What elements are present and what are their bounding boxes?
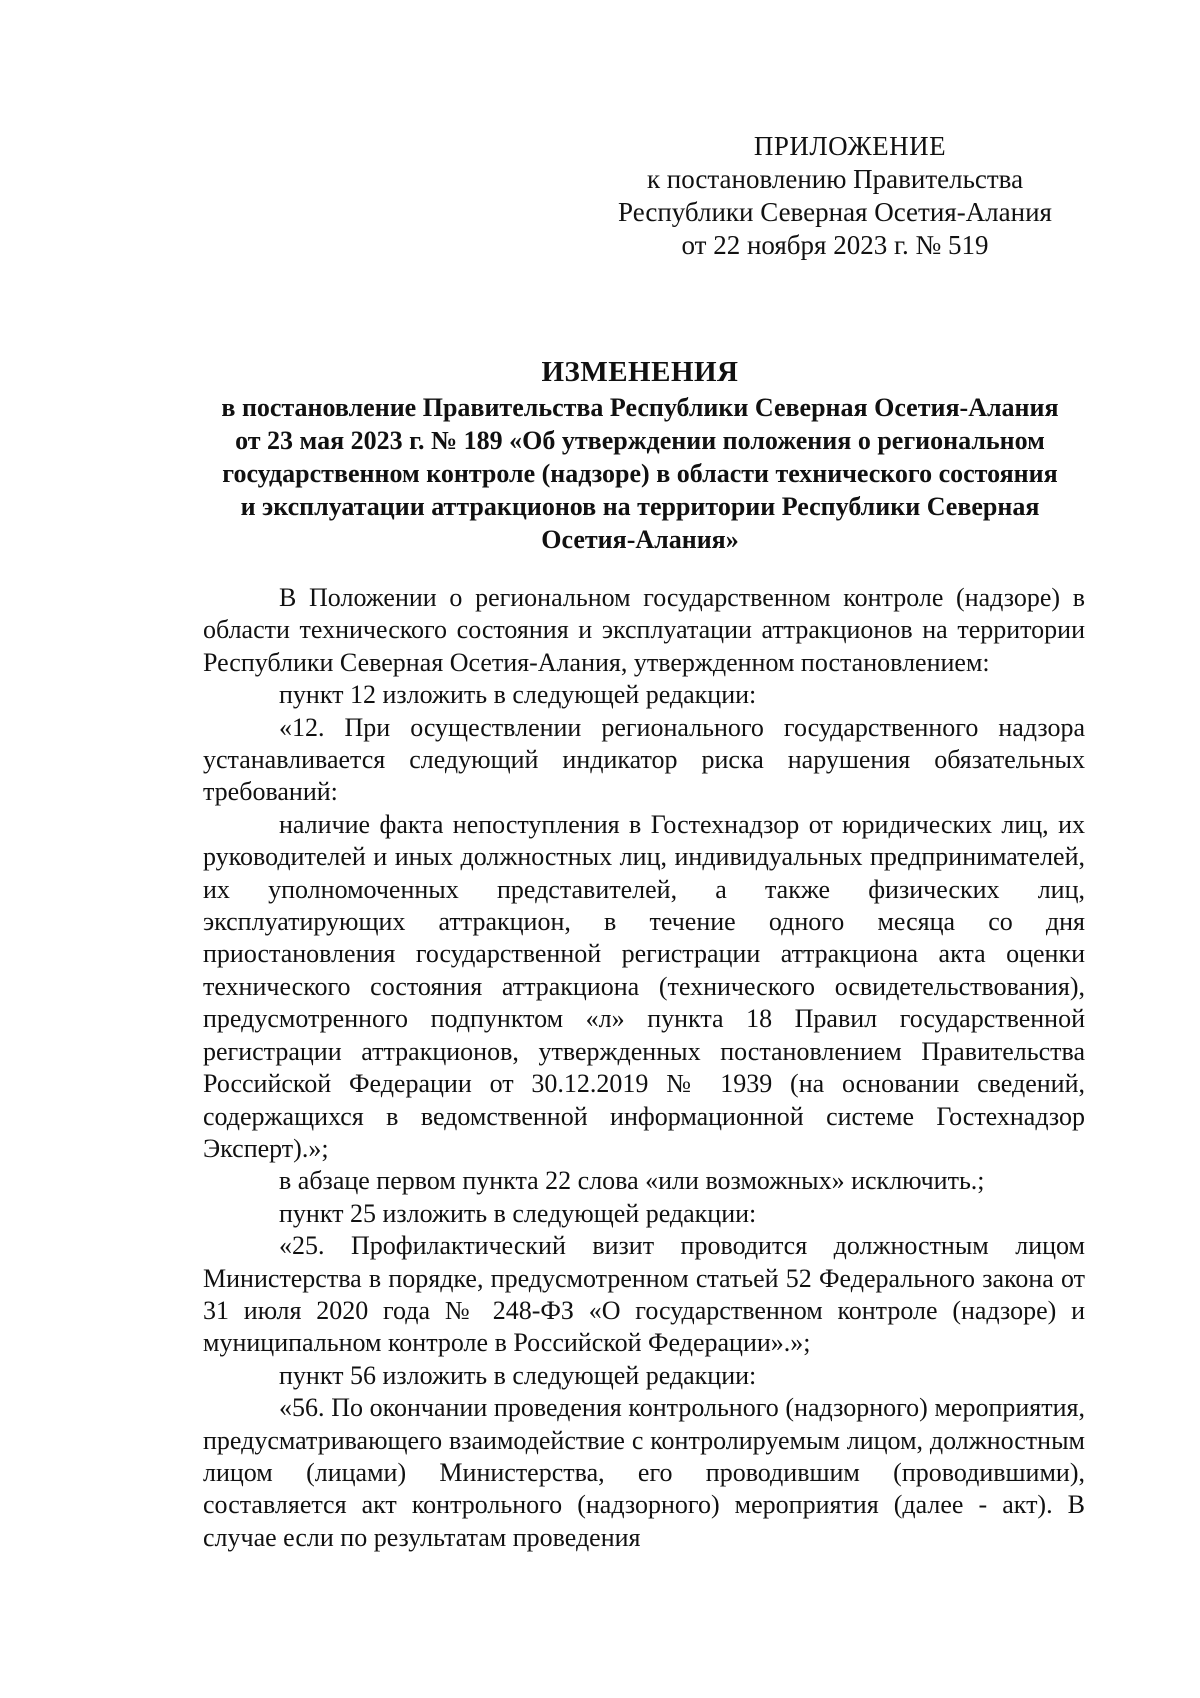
appendix-line: к постановлению Правительства [646,164,1024,194]
document-body [203,582,1085,1554]
title-line: в постановление Правительства Республики Северная Осетия-Алания [221,393,1059,422]
paragraph: В Положении о региональном государственном контроле (надзоре) в области технического состояния и эксплуатации аттракционов на территории Республики Северная Осетия-Алания, утвержденном постановлением: [203,583,1085,677]
appendix-line: Республики Северная Осетия-Алания [618,197,1052,227]
appendix-line: от 22 ноября 2023 г. № 519 [681,230,989,260]
title-line: и эксплуатации аттракционов на территории Республики Северная [240,492,1040,521]
paragraph: пункт 56 изложить в следующей редакции: [279,1360,757,1390]
title-block [190,356,1090,556]
appendix-block [600,130,1070,262]
title-line: Осетия-Алания» [541,525,739,554]
paragraph: в абзаце первом пункта 22 слова «или возможных» исключить.; [279,1166,985,1196]
title-line: государственном контроле (надзоре) в области технического состояния [222,459,1058,488]
paragraph: «56. По окончании проведения контрольного (надзорного) мероприятия, предусматривающего взаимодействие с контролируемым лицом, должностным лицом (лицами) Министерства, его проводившим (проводившими), составляется акт контрольного (надзорного) мероприятия (далее - акт). В случае если по результатам проведения [203,1393,1085,1552]
paragraph: «12. При осуществлении регионального государственного надзора устанавливается следующий индикатор риска нарушения обязательных требований: [203,712,1085,807]
paragraph: «25. Профилактический визит проводится должностным лицом Министерства в порядке, предусмотренном статьей 52 Федерального закона от 31 июля 2020 года № 248-ФЗ «О государственном контроле (надзоре) и муниципальном контроле в Российской Федерации».»; [203,1231,1085,1358]
main-title: ИЗМЕНЕНИЯ [541,356,739,388]
paragraph: наличие факта непоступления в Гостехнадзор от юридических лиц, их руководителей и иных должностных лиц, индивидуальных предпринимателей, их уполномоченных представителей, а также физических лиц, эксплуатирующих аттракцион, в течение одного месяца со дня приостановления государственной регистрации аттракциона акта оценки технического состояния аттракциона (технического освидетельствования), предусмотренного подпунктом «л» пункта 18 Правил государственной регистрации аттракционов, утвержденных постановлением Правительства Российской Федерации от 30.12.2019 № 1939 (на основании сведений, содержащихся в ведомственной информационной системе Гостехнадзор Эксперт).»; [203,809,1085,1163]
title-line: от 23 мая 2023 г. № 189 «Об утверждении положения о региональном [235,426,1045,455]
paragraph: пункт 12 изложить в следующей редакции: [279,680,757,710]
paragraph: пункт 25 изложить в следующей редакции: [279,1198,757,1228]
appendix-heading: ПРИЛОЖЕНИЕ [753,131,947,161]
